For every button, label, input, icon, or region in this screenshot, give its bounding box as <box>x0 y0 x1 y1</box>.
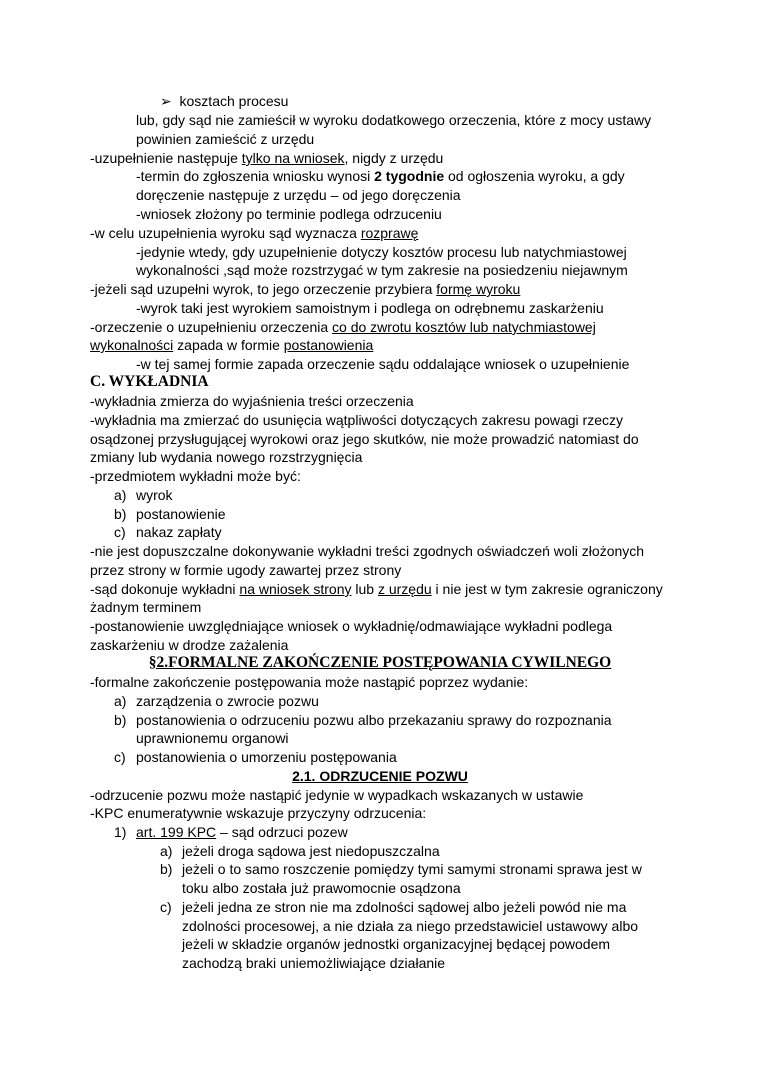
section-heading-2: §2.FORMALNE ZAKOŃCZENIE POSTĘPOWANIA CYWILNEGO <box>148 654 612 671</box>
text-line: -termin do zgłoszenia wniosku wynosi 2 tygodnie od ogłoszenia wyroku, a gdy <box>136 168 625 184</box>
text-line: lub, gdy sąd nie zamieścił w wyroku dodatkowego orzeczenia, które z mocy ustawy <box>136 112 652 128</box>
list-item: b) postanowienia o odrzuceniu pozwu albo przekazaniu sprawy do rozpoznania <box>114 712 612 728</box>
list-item: 1) art. 199 KPC – sąd odrzuci pozew <box>114 824 348 840</box>
text-line: wykonalności ,sąd może rozstrzygać w tym zakresie na posiedzeniu niejawnym <box>136 262 628 278</box>
text-line: doręczenie następuje z urzędu – od jego doręczenia <box>136 187 461 203</box>
text-line: -orzeczenie o uzupełnieniu orzeczenia co do zwrotu kosztów lub natychmiastowej <box>90 319 596 335</box>
text-line: zmiany lub wydania nowego rozstrzygnięcia <box>90 449 363 465</box>
text-line: -sąd dokonuje wykładni na wniosek strony lub z urzędu i nie jest w tym zakresie ograniczony <box>90 581 663 597</box>
text-line: -nie jest dopuszczalne dokonywanie wykładni treści zgodnych oświadczeń woli złożonych <box>90 543 645 559</box>
text-line: powinien zamieścić z urzędu <box>136 131 315 147</box>
text-line: -jedynie wtedy, gdy uzupełnienie dotyczy kosztów procesu lub natychmiastowej <box>136 244 627 260</box>
list-item: c) nakaz zapłaty <box>114 524 222 540</box>
list-item: b) postanowienie <box>114 506 226 522</box>
text-line: -wykładnia ma zmierzać do usunięcia wątpliwości dotyczących zakresu powagi rzeczy <box>90 412 623 428</box>
text-line: -uzupełnienie następuje tylko na wniosek, nigdy z urzędu <box>90 150 444 166</box>
text-line: przez strony w formie ugody zawartej przez strony <box>90 562 402 578</box>
list-item: a) jeżeli droga sądowa jest niedopuszczalna <box>160 843 440 859</box>
text-line: toku albo została już prawomocnie osądzona <box>182 880 461 896</box>
text-line: -wniosek złożony po terminie podlega odrzuceniu <box>136 206 442 222</box>
list-item: a) wyrok <box>114 487 173 503</box>
bullet-line: ➢ kosztach procesu <box>160 93 289 109</box>
text-line: -wykładnia zmierza do wyjaśnienia treści orzeczenia <box>90 393 414 409</box>
section-heading-c: C. WYKŁADNIA <box>90 373 209 390</box>
arrow-bullet-icon: ➢ <box>160 93 180 109</box>
list-item: a) zarządzenia o zwrocie pozwu <box>114 693 319 709</box>
text-line: zdolności procesowej, a nie działa za niego przedstawiciel ustawowy albo <box>182 918 639 934</box>
text-line: -formalne zakończenie postępowania może nastąpić poprzez wydanie: <box>90 674 529 690</box>
text-line: -przedmiotem wykładni może być: <box>90 468 301 484</box>
text-line: -jeżeli sąd uzupełni wyrok, to jego orzeczenie przybiera formę wyroku <box>90 281 521 297</box>
text-line: żadnym terminem <box>90 599 202 615</box>
text-line: zaskarżeniu w drodze zażalenia <box>90 637 289 653</box>
text-line: -postanowienie uwzględniające wniosek o wykładnię/odmawiające wykładni podlega <box>90 618 613 634</box>
text-line: -w tej samej formie zapada orzeczenie sądu oddalające wniosek o uzupełnienie <box>136 356 630 372</box>
list-item: c) postanowienia o umorzeniu postępowania <box>114 749 397 765</box>
text-line: -KPC enumeratywnie wskazuje przyczyny odrzucenia: <box>90 805 427 821</box>
text-line: zachodzą braki uniemożliwiające działanie <box>182 955 446 971</box>
subsection-heading-2-1: 2.1. ODRZUCENIE POZWU <box>292 768 468 784</box>
text-line: uprawnionemu organowi <box>136 730 289 746</box>
text-line: -odrzucenie pozwu może nastąpić jedynie w wypadkach wskazanych w ustawie <box>90 787 584 803</box>
text-line: jeżeli w składzie organów jednostki organizacyjnej będącej powodem <box>182 936 611 952</box>
text-line: wykonalności zapada w formie postanowienia <box>90 337 374 353</box>
text-line: -w celu uzupełnienia wyroku sąd wyznacza rozprawę <box>90 225 419 241</box>
text-line: -wyrok taki jest wyrokiem samoistnym i podlega on odrębnemu zaskarżeniu <box>136 300 604 316</box>
list-item: b) jeżeli o to samo roszczenie pomiędzy tymi samymi stronami sprawa jest w <box>160 861 642 877</box>
text-line: osądzonej przysługującej wyrokowi oraz jego skutków, nie może prowadzić natomiast do <box>90 431 639 447</box>
list-item: c) jeżeli jedna ze stron nie ma zdolności sądowej albo jeżeli powód nie ma <box>160 899 627 915</box>
